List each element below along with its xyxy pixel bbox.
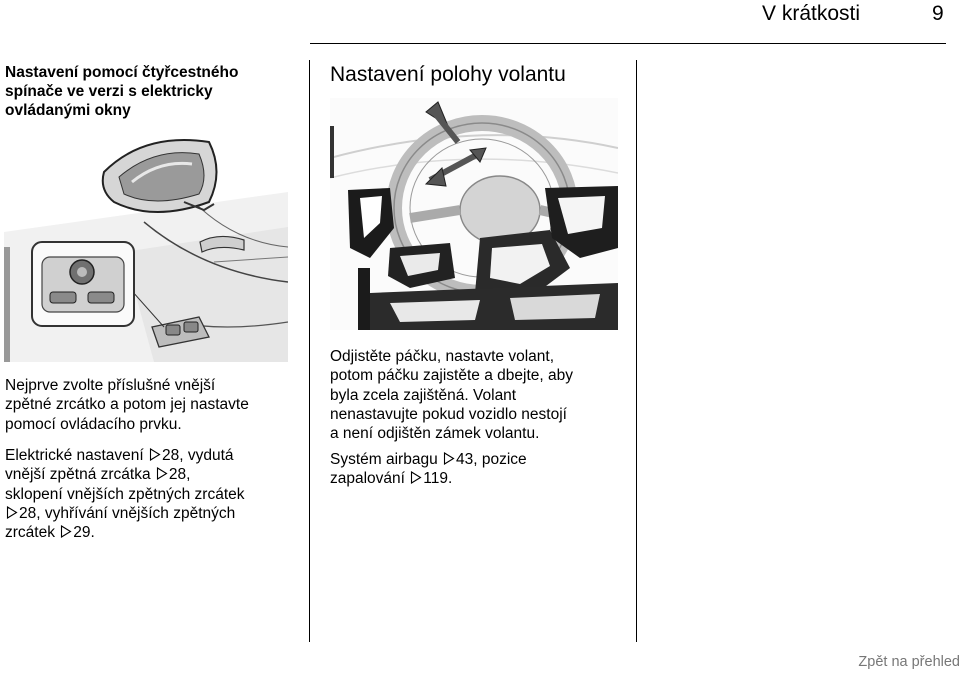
steering-references bbox=[330, 450, 527, 489]
steering-wheel-figure bbox=[330, 98, 618, 330]
text-line: byla zcela zajištěná. Volant bbox=[330, 386, 517, 404]
text-line: a není odjištěn zámek volantu. bbox=[330, 425, 540, 443]
text-segment: zrcátek bbox=[5, 524, 55, 542]
steering-instruction bbox=[330, 347, 573, 443]
text-line: zpětné zrcátko a potom jej nastavte bbox=[5, 396, 249, 414]
text-line bbox=[5, 465, 245, 484]
section-title: V krátkosti bbox=[762, 2, 861, 25]
reference-text[interactable]: 43, pozice bbox=[456, 451, 527, 468]
text-line bbox=[5, 523, 245, 542]
reference-text[interactable]: 28, vyhřívání vnějších zpětných bbox=[19, 504, 236, 522]
back-to-overview-link[interactable]: Zpět na přehled bbox=[858, 654, 960, 670]
text-line: Nejprve zvolte příslušné vnější bbox=[5, 377, 216, 394]
reference-text[interactable]: 28, bbox=[168, 466, 191, 484]
text-segment: zapalování bbox=[330, 470, 405, 488]
text-line bbox=[330, 450, 527, 469]
left-heading bbox=[5, 63, 238, 120]
text-line bbox=[330, 469, 527, 488]
mirror-references bbox=[5, 446, 245, 542]
text-line: nenastavujte pokud vozidlo nestojí bbox=[330, 405, 567, 423]
reference-text[interactable]: 119. bbox=[423, 470, 453, 488]
left-heading-line: ovládanými okny bbox=[5, 102, 131, 119]
page-reference-arrow-icon[interactable] bbox=[410, 471, 422, 484]
page-reference-arrow-icon[interactable] bbox=[6, 506, 18, 519]
text-line bbox=[5, 504, 245, 523]
column-divider-left bbox=[309, 60, 310, 642]
header-divider bbox=[310, 43, 946, 44]
page-reference-arrow-icon[interactable] bbox=[60, 525, 72, 538]
text-line: pomocí ovládacího prvku. bbox=[5, 415, 182, 433]
steering-wheel-illustration bbox=[330, 98, 618, 330]
column-divider-right bbox=[636, 60, 637, 642]
text-segment: Systém airbagu bbox=[330, 451, 438, 468]
page-reference-arrow-icon[interactable] bbox=[443, 452, 455, 465]
mirror-switch-figure bbox=[4, 132, 288, 362]
mirror-instruction bbox=[5, 376, 249, 434]
text-line bbox=[5, 446, 245, 465]
text-segment: vnější zpětná zrcátka bbox=[5, 466, 151, 484]
text-segment: Elektrické nastavení bbox=[5, 447, 144, 464]
text-line: sklopení vnějších zpětných zrcátek bbox=[5, 485, 245, 503]
text-line: potom páčku zajistěte a dbejte, aby bbox=[330, 367, 573, 385]
steering-heading: Nastavení polohy volantu bbox=[330, 63, 566, 86]
reference-text[interactable]: 29. bbox=[73, 524, 95, 542]
page-reference-arrow-icon[interactable] bbox=[149, 448, 161, 461]
left-heading-line: Nastavení pomocí čtyřcestného bbox=[5, 64, 239, 81]
reference-text[interactable]: 28, vydutá bbox=[162, 447, 234, 464]
page-reference-arrow-icon[interactable] bbox=[156, 467, 168, 480]
text-line: Odjistěte páčku, nastavte volant, bbox=[330, 348, 555, 365]
left-heading-line: spínače ve verzi s elektricky bbox=[5, 83, 213, 100]
mirror-switch-illustration bbox=[4, 132, 288, 362]
page-number: 9 bbox=[932, 2, 944, 25]
